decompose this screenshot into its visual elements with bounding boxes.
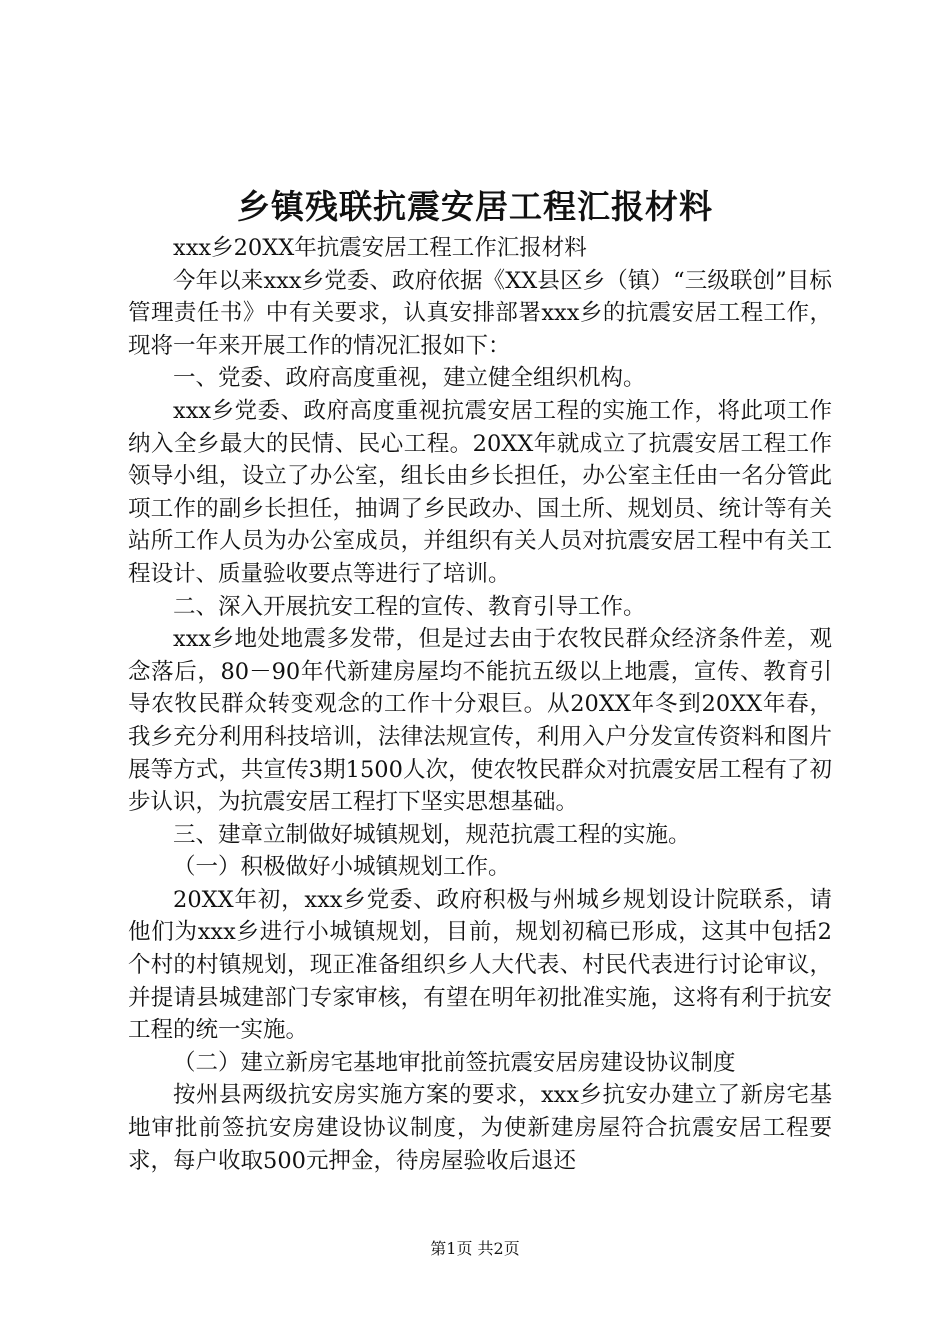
subsection-heading: （二）建立新房宅基地审批前签抗震安居房建设协议制度	[173, 1049, 736, 1076]
paragraph: xxx乡党委、政府高度重视抗震安居工程的实施工作，将此项工作纳入全乡最大的民情、民心工程。20XX年就成立了抗震安居工程工作领导小组，设立了办公室，组长由乡长担任，办公室主任由一名分管此项工作的副乡长担任，抽调了乡民政办、国土所、规划员、统计等有关站所工作人员为办公室成员，并组织有关人员对抗震安居工程中有关工程设计、质量验收要点等进行了培训。	[128, 397, 832, 587]
document-body	[128, 232, 832, 1177]
paragraph: xxx乡地处地震多发带，但是过去由于农牧民群众经济条件差，观念落后，80－90年代新建房屋均不能抗五级以上地震，宣传、教育引导农牧民群众转变观念的工作十分艰巨。从20XX年冬到20XX年春，我乡充分利用科技培训，法律法规宣传，利用入户分发宣传资料和图片展等方式，共宣传3期1500人次，使农牧民群众对抗震安居工程有了初步认识，为抗震安居工程打下坚实思想基础。	[128, 626, 832, 816]
section-heading: 三、建章立制做好城镇规划，规范抗震工程的实施。	[173, 821, 691, 848]
paragraph: xxx乡20XX年抗震安居工程工作汇报材料	[173, 235, 587, 261]
section-heading: 二、深入开展抗安工程的宣传、教育引导工作。	[173, 593, 646, 620]
paragraph: 20XX年初，xxx乡党委、政府积极与州城乡规划设计院联系，请他们为xxx乡进行小城镇规划，目前，规划初稿已形成，这其中包括2个村的村镇规划，现正准备组织乡人大代表、村民代表进行讨论审议，并提请县城建部门专家审核，有望在明年初批准实施，这将有利于抗安工程的统一实施。	[128, 886, 832, 1044]
subsection-heading: （一）积极做好小城镇规划工作。	[173, 854, 511, 881]
page-footer: 第1页 共2页	[430, 1239, 520, 1258]
section-heading: 一、党委、政府高度重视，建立健全组织机构。	[173, 365, 646, 392]
document-title: 乡镇残联抗震安居工程汇报材料	[237, 187, 713, 226]
paragraph: 按州县两级抗安房实施方案的要求，xxx乡抗安办建立了新房宅基地审批前签抗安房建设协议制度，为使新建房屋符合抗震安居工程要求，每户收取500元押金，待房屋验收后退还	[128, 1082, 832, 1174]
paragraph: 今年以来xxx乡党委、政府依据《XX县区乡（镇）“三级联创”目标管理责任书》中有关要求，认真安排部署xxx乡的抗震安居工程工作，现将一年来开展工作的情况汇报如下：	[128, 267, 832, 359]
